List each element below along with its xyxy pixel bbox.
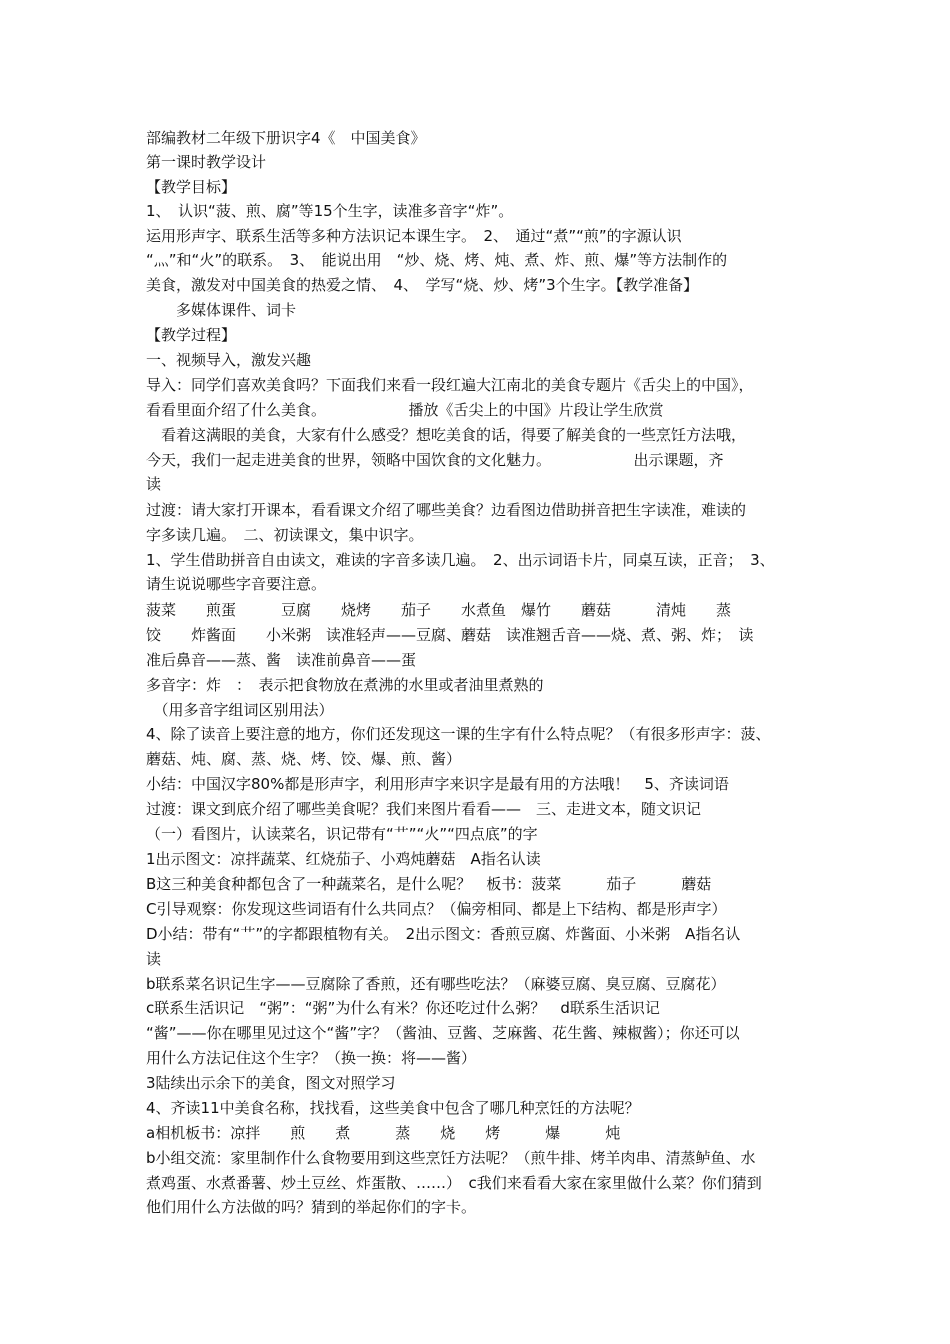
text-line: 1、 认识“菠、煎、腐”等15个生字，读准多音字“炸”。	[146, 202, 514, 220]
text-line: B这三种美食种都包含了一种蔬菜名，是什么呢？ 板书：菠菜 茄子 蘑菇	[146, 875, 712, 893]
section-heading: 【教学目标】	[146, 178, 237, 196]
text-line: c联系生活识记 “粥”：“粥”为什么有米？你还吃过什么粥？ d联系生活识记	[146, 999, 660, 1017]
text-line: 多媒体课件、词卡	[146, 301, 297, 319]
text-line: 请生说说哪些字音要注意。	[146, 575, 327, 593]
text-line: 他们用什么方法做的吗？猜到的举起你们的字卡。	[146, 1198, 477, 1216]
text-line: （用多音字组词区别用法）	[146, 701, 334, 719]
text-line: 4、除了读音上要注意的地方，你们还发现这一课的生字有什么特点呢？（有很多形声字：菠、	[146, 725, 771, 743]
text-line: 4、齐读11中美食名称，找找看，这些美食中包含了哪几种烹饪的方法呢？	[146, 1099, 640, 1117]
text-line: a相机板书：凉拌 煎 煮 蒸 烧 烤 爆 炖	[146, 1124, 621, 1142]
text-line: 准后鼻音——蒸、酱 读准前鼻音——蛋	[146, 651, 417, 669]
text-line: 煮鸡蛋、水煮番薯、炒土豆丝、炸蛋散、……） c我们来看看大家在家里做什么菜？你们猜到	[146, 1174, 762, 1192]
text-line: （一）看图片，认读菜名，识记带有“艹”“火”“四点底”的字	[146, 825, 538, 843]
text-line: 今天，我们一起走进美食的世界，领略中国饮食的文化魅力。 出示课题，齐	[146, 451, 724, 469]
text-line: D小结：带有“艹”的字都跟植物有关。 2出示图文：香煎豆腐、炸酱面、小米粥 A指名认	[146, 925, 741, 943]
text-line: 1、学生借助拼音自由读文，难读的字音多读几遍。 2、出示词语卡片，同桌互读，正音； 3、	[146, 551, 775, 569]
text-line: 美食，激发对中国美食的热爱之情、 4、 学写“烧、炒、烤”3个生字。【教学准备】	[146, 276, 699, 294]
text-line: b小组交流：家里制作什么食物要用到这些烹饪方法呢？（煎牛排、烤羊肉串、清蒸鲈鱼、水	[146, 1149, 756, 1167]
text-line: 饺 炸酱面 小米粥 读准轻声——豆腐、蘑菇 读准翘舌音——烧、煮、粥、炸； 读	[146, 626, 754, 644]
text-line: 用什么方法记住这个生字？（换一换：将——酱）	[146, 1049, 477, 1067]
text-line: 读	[146, 475, 162, 493]
text-line: C引导观察：你发现这些词语有什么共同点？（偏旁相同、都是上下结构、都是形声字）	[146, 900, 727, 918]
text-line: 蘑菇、炖、腐、蒸、烧、烤、饺、爆、煎、酱）	[146, 750, 462, 768]
text-line: 字多读几遍。 二、初读课文，集中识字。	[146, 526, 424, 544]
text-line: 过渡：课文到底介绍了哪些美食呢？我们来图片看看—— 三、走进文本，随文识记	[146, 800, 702, 818]
doc-subtitle: 第一课时教学设计	[146, 153, 267, 171]
text-line: 导入：同学们喜欢美食吗？下面我们来看一段红遍大江南北的美食专题片《舌尖上的中国》，	[146, 376, 754, 394]
text-line: 看着这满眼的美食，大家有什么感受？想吃美食的话，得要了解美食的一些烹饪方法哦，	[146, 426, 747, 444]
text-line: 读	[146, 950, 162, 968]
text-line: 过渡：请大家打开课本，看看课文介绍了哪些美食？边看图边借助拼音把生字读准，难读的	[146, 501, 747, 519]
text-line: 多音字：炸 ： 表示把食物放在煮沸的水里或者油里煮熟的	[146, 676, 544, 694]
text-line: 运用形声字、联系生活等多种方法识记本课生字。 2、 通过“煮”“煎”的字源认识	[146, 227, 682, 245]
text-line: 3陆续出示余下的美食，图文对照学习	[146, 1074, 396, 1092]
text-line: “酱”——你在哪里见过这个“酱”字？（酱油、豆酱、芝麻酱、花生酱、辣椒酱）；你还可以	[146, 1024, 740, 1042]
text-line: 小结：中国汉字80%都是形声字，利用形声字来识字是最有用的方法哦！ 5、齐读词语	[146, 775, 729, 793]
text-line: 一、视频导入，激发兴趣	[146, 351, 312, 369]
text-line: 看看里面介绍了什么美食。 播放《舌尖上的中国》片段让学生欣赏	[146, 401, 664, 419]
doc-title: 部编教材二年级下册识字4《 中国美食》	[146, 129, 426, 147]
text-line: “灬”和“火”的联系。 3、 能说出用 “炒、烧、烤、炖、煮、炸、煎、爆”等方法制作的	[146, 251, 728, 269]
section-heading: 【教学过程】	[146, 326, 237, 344]
text-line: 菠菜 煎蛋 豆腐 烧烤 茄子 水煮鱼 爆竹 蘑菇 清炖 蒸	[146, 601, 732, 619]
text-line: 1出示图文：凉拌蔬菜、红烧茄子、小鸡炖蘑菇 A指名认读	[146, 850, 541, 868]
text-line: b联系菜名识记生字——豆腐除了香煎，还有哪些吃法？（麻婆豆腐、臭豆腐、豆腐花）	[146, 975, 726, 993]
